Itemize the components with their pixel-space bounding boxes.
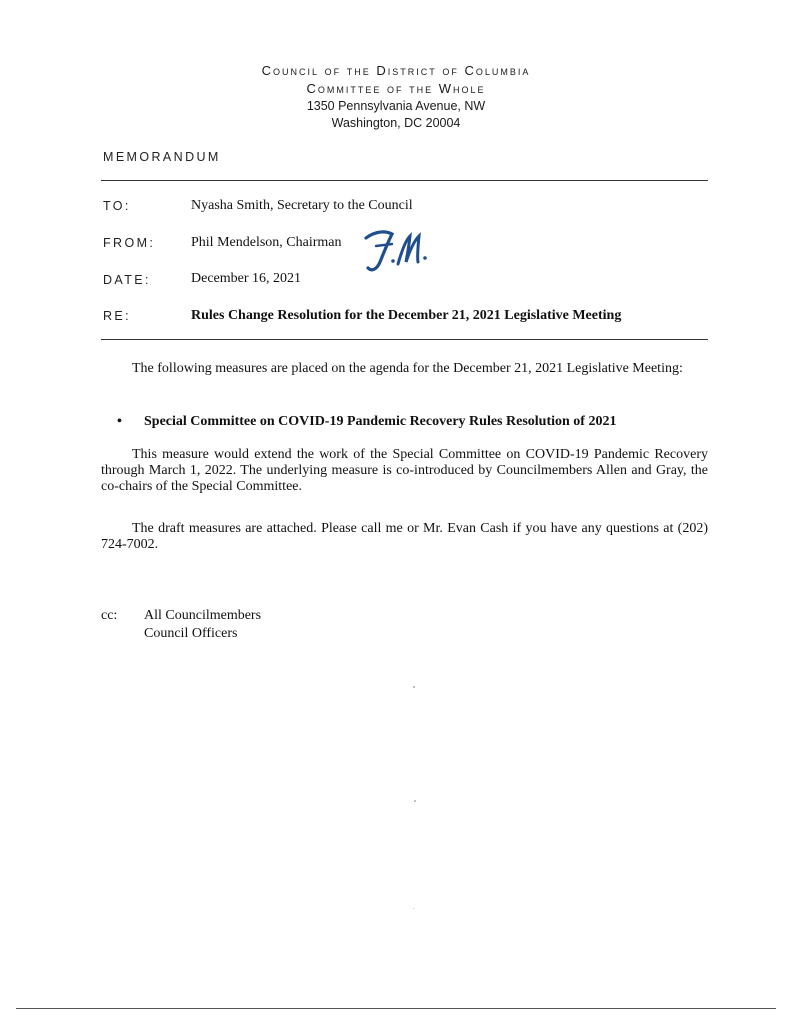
to-value: Nyasha Smith, Secretary to the Council [191, 198, 413, 213]
bottom-divider [101, 339, 708, 340]
cc-label: cc: [101, 608, 118, 623]
closing-paragraph: The draft measures are attached. Please call me or Mr. Evan Cash if you have any questions at (202) 724-7002. [101, 521, 708, 552]
memo-title: MEMORANDUM [103, 150, 221, 164]
agenda-item [117, 414, 616, 430]
to-label: TO: [103, 199, 131, 213]
signature-initials [362, 228, 432, 276]
intro-paragraph: The following measures are placed on the agenda for the December 21, 2021 Legislative Meeting: [132, 361, 683, 376]
scan-speck [413, 908, 414, 909]
agenda-item-title: Special Committee on COVID-19 Pandemic Recovery Rules Resolution of 2021 [144, 414, 617, 429]
re-value: Rules Change Resolution for the December 21, 2021 Legislative Meeting [191, 308, 622, 323]
cc-recipients [144, 607, 261, 643]
cc-recipient: All Councilmembers [144, 608, 262, 623]
city-address: Washington, DC 20004 [331, 116, 461, 130]
letterhead [0, 62, 792, 132]
committee-name: Committee of the Whole [306, 81, 486, 96]
street-address: 1350 Pennsylvania Avenue, NW [306, 99, 486, 113]
measure-description: This measure would extend the work of the Special Committee on COVID-19 Pandemic Recovery through March 1, 2022. The underlying measure is co-introduced by Councilmembers Allen and Gray, the co-chairs of the Special Committee. [101, 447, 708, 494]
date-label: DATE: [103, 273, 151, 287]
from-value: Phil Mendelson, Chairman [191, 235, 342, 250]
top-divider [101, 180, 708, 181]
cc-recipient: Council Officers [144, 626, 238, 641]
scan-speck [413, 686, 415, 688]
footer-divider [16, 1008, 776, 1009]
scan-speck [414, 800, 416, 802]
re-label: RE: [103, 309, 132, 323]
date-value: December 16, 2021 [191, 271, 302, 286]
from-label: FROM: [103, 236, 156, 250]
bullet-marker: • [117, 414, 122, 429]
org-name: Council of the District of Columbia [261, 63, 531, 78]
